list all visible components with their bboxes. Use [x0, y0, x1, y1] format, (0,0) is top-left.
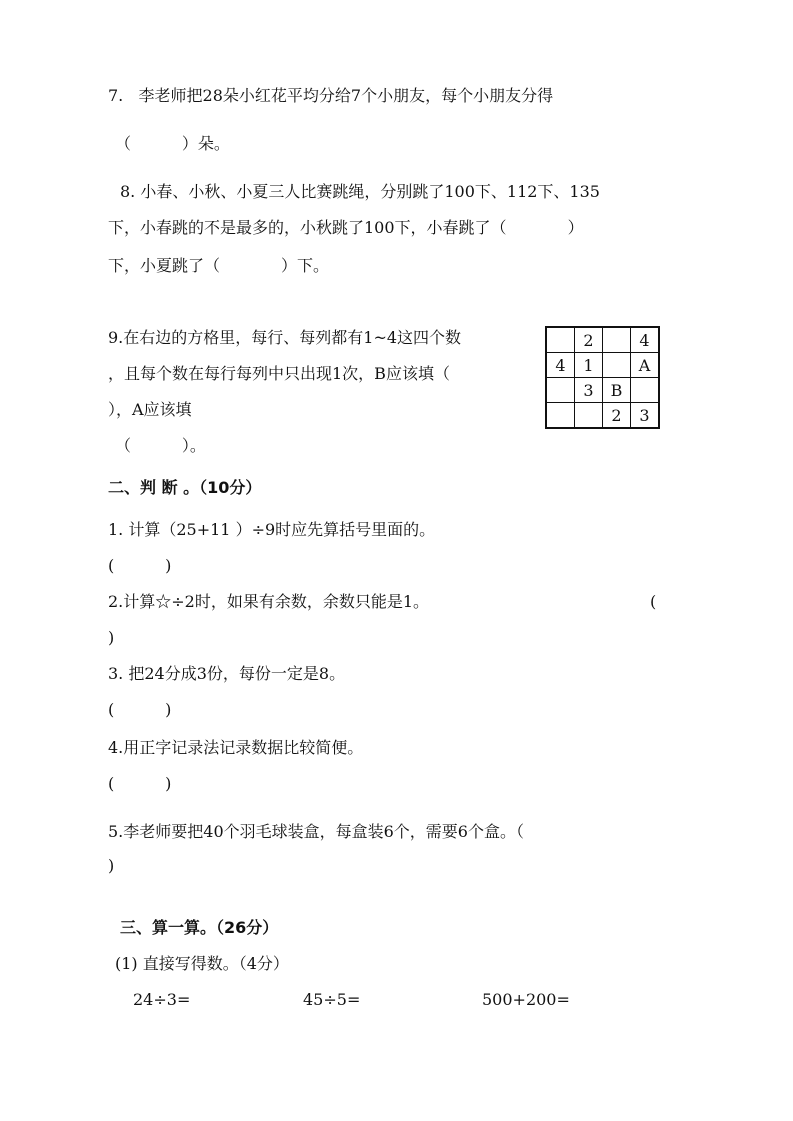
grid-cell: 4 [546, 353, 575, 378]
grid-cell [546, 403, 575, 429]
number-grid [545, 326, 660, 429]
judge-item-4: 4.用正字记录法记录数据比较简便。 [108, 738, 364, 757]
judge-item-1-blank: ( ) [108, 556, 172, 575]
judge-item-2-close-paren: ) [108, 628, 115, 647]
grid-cell: 4 [631, 327, 660, 353]
grid-cell: 2 [603, 403, 631, 429]
section-3-subheading: (1) 直接写得数。（4分） [115, 954, 289, 973]
judge-item-5-close-paren: ) [108, 856, 115, 875]
question-9-line-1: 9.在右边的方格里，每行、每列都有1~4这四个数 [108, 328, 462, 347]
grid-cell [603, 353, 631, 378]
question-8-line-1: 8. 小春、小秋、小夏三人比赛跳绳，分别跳了100下、112下、135 [120, 182, 600, 201]
question-9-answer-line: （ ）。 [115, 436, 206, 455]
section-2-title: 二、判 断 。（10分） [108, 478, 262, 497]
grid-row [546, 353, 659, 378]
grid-cell: 1 [575, 353, 603, 378]
expression: 500+200= [482, 990, 570, 1009]
question-8-line-3: 下，小夏跳了（ ）下。 [108, 256, 330, 275]
grid-cell: 2 [575, 327, 603, 353]
grid-cell [603, 327, 631, 353]
grid-row [546, 378, 659, 403]
grid-cell [575, 403, 603, 429]
grid-row [546, 403, 659, 429]
grid-cell: 3 [575, 378, 603, 403]
question-7-line-1: 7. 李老师把28朵小红花平均分给7个小朋友，每个小朋友分得 [108, 86, 554, 105]
question-9-line-2: ，且每个数在每行每列中只出现1次，B应该填（ [108, 364, 450, 383]
judge-item-5: 5.李老师要把40个羽毛球装盒，每盒装6个，需要6个盒。（ [108, 822, 524, 841]
grid-cell: B [603, 378, 631, 403]
question-8-line-2: 下，小春跳的不是最多的，小秋跳了100下，小春跳了（ ） [108, 218, 584, 237]
question-9-line-3: ），A应该填 [108, 400, 192, 419]
question-7-answer-line: （ ）朵。 [115, 134, 230, 153]
judge-item-1: 1. 计算（25+11 ）÷9时应先算括号里面的。 [108, 520, 436, 539]
expression: 24÷3= [133, 990, 191, 1009]
judge-item-3: 3. 把24分成3份，每份一定是8。 [108, 664, 346, 683]
grid-cell: 3 [631, 403, 660, 429]
grid-cell [546, 327, 575, 353]
judge-item-2: 2.计算☆÷2时，如果有余数，余数只能是1。 [108, 592, 430, 611]
grid-cell: A [631, 353, 660, 378]
grid-cell [546, 378, 575, 403]
judge-item-3-blank: ( ) [108, 700, 172, 719]
grid-cell [631, 378, 660, 403]
judge-item-4-blank: ( ) [108, 774, 172, 793]
section-3-title: 三、算一算。（26分） [120, 918, 279, 937]
judge-item-2-open-paren: ( [650, 592, 657, 611]
grid-row [546, 327, 659, 353]
expression: 45÷5= [303, 990, 361, 1009]
